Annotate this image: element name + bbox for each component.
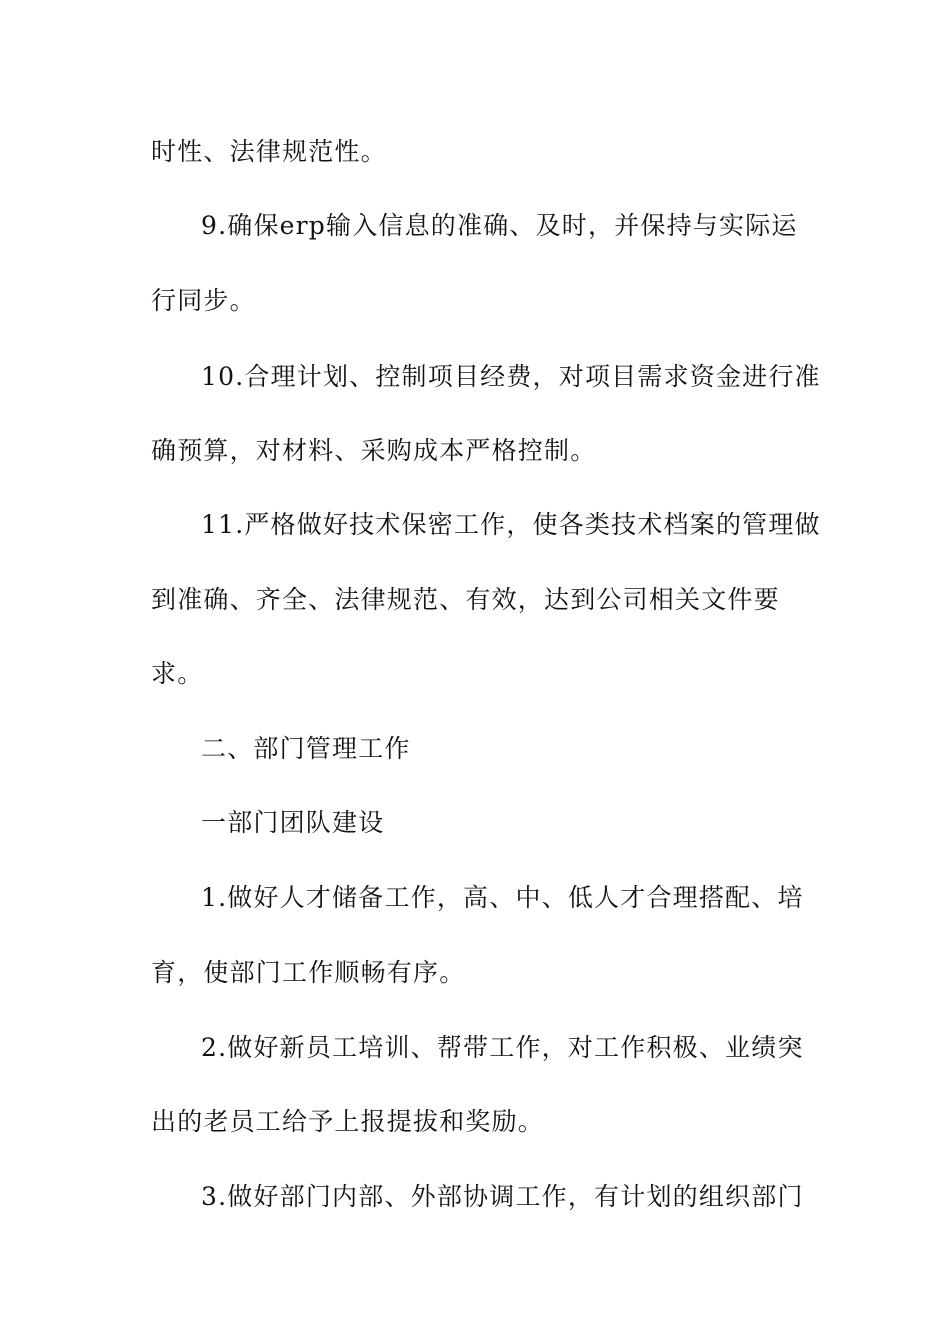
list-item-2-line-1: 2.做好新员工培训、帮带工作，对工作积极、业绩突 bbox=[201, 1033, 804, 1062]
list-item-9-line-1: 9.确保erp输入信息的准确、及时，并保持与实际运 bbox=[201, 211, 798, 240]
list-item-2-line-2: 出的老员工给予上报提拔和奖励。 bbox=[151, 1107, 545, 1136]
body-text-line: 时性、法律规范性。 bbox=[151, 137, 387, 166]
list-item-3-line-1: 3.做好部门内部、外部协调工作，有计划的组织部门 bbox=[201, 1182, 804, 1211]
list-item-11-line-3: 求。 bbox=[151, 659, 204, 688]
list-item-10-line-2: 确预算，对材料、采购成本严格控制。 bbox=[151, 436, 597, 465]
list-item-1-line-2: 育，使部门工作顺畅有序。 bbox=[151, 958, 466, 987]
section-heading: 二、部门管理工作 bbox=[201, 734, 411, 763]
list-item-9-line-2: 行同步。 bbox=[151, 286, 256, 315]
list-item-10-line-1: 10.合理计划、控制项目经费，对项目需求资金进行准 bbox=[201, 362, 821, 391]
list-item-11-line-1: 11.严格做好技术保密工作，使各类技术档案的管理做 bbox=[201, 510, 821, 539]
list-item-1-line-1: 1.做好人才储备工作，高、中、低人才合理搭配、培 bbox=[201, 883, 804, 912]
subsection-heading: 一部门团队建设 bbox=[201, 808, 385, 837]
list-item-11-line-2: 到准确、齐全、法律规范、有效，达到公司相关文件要 bbox=[151, 585, 780, 614]
